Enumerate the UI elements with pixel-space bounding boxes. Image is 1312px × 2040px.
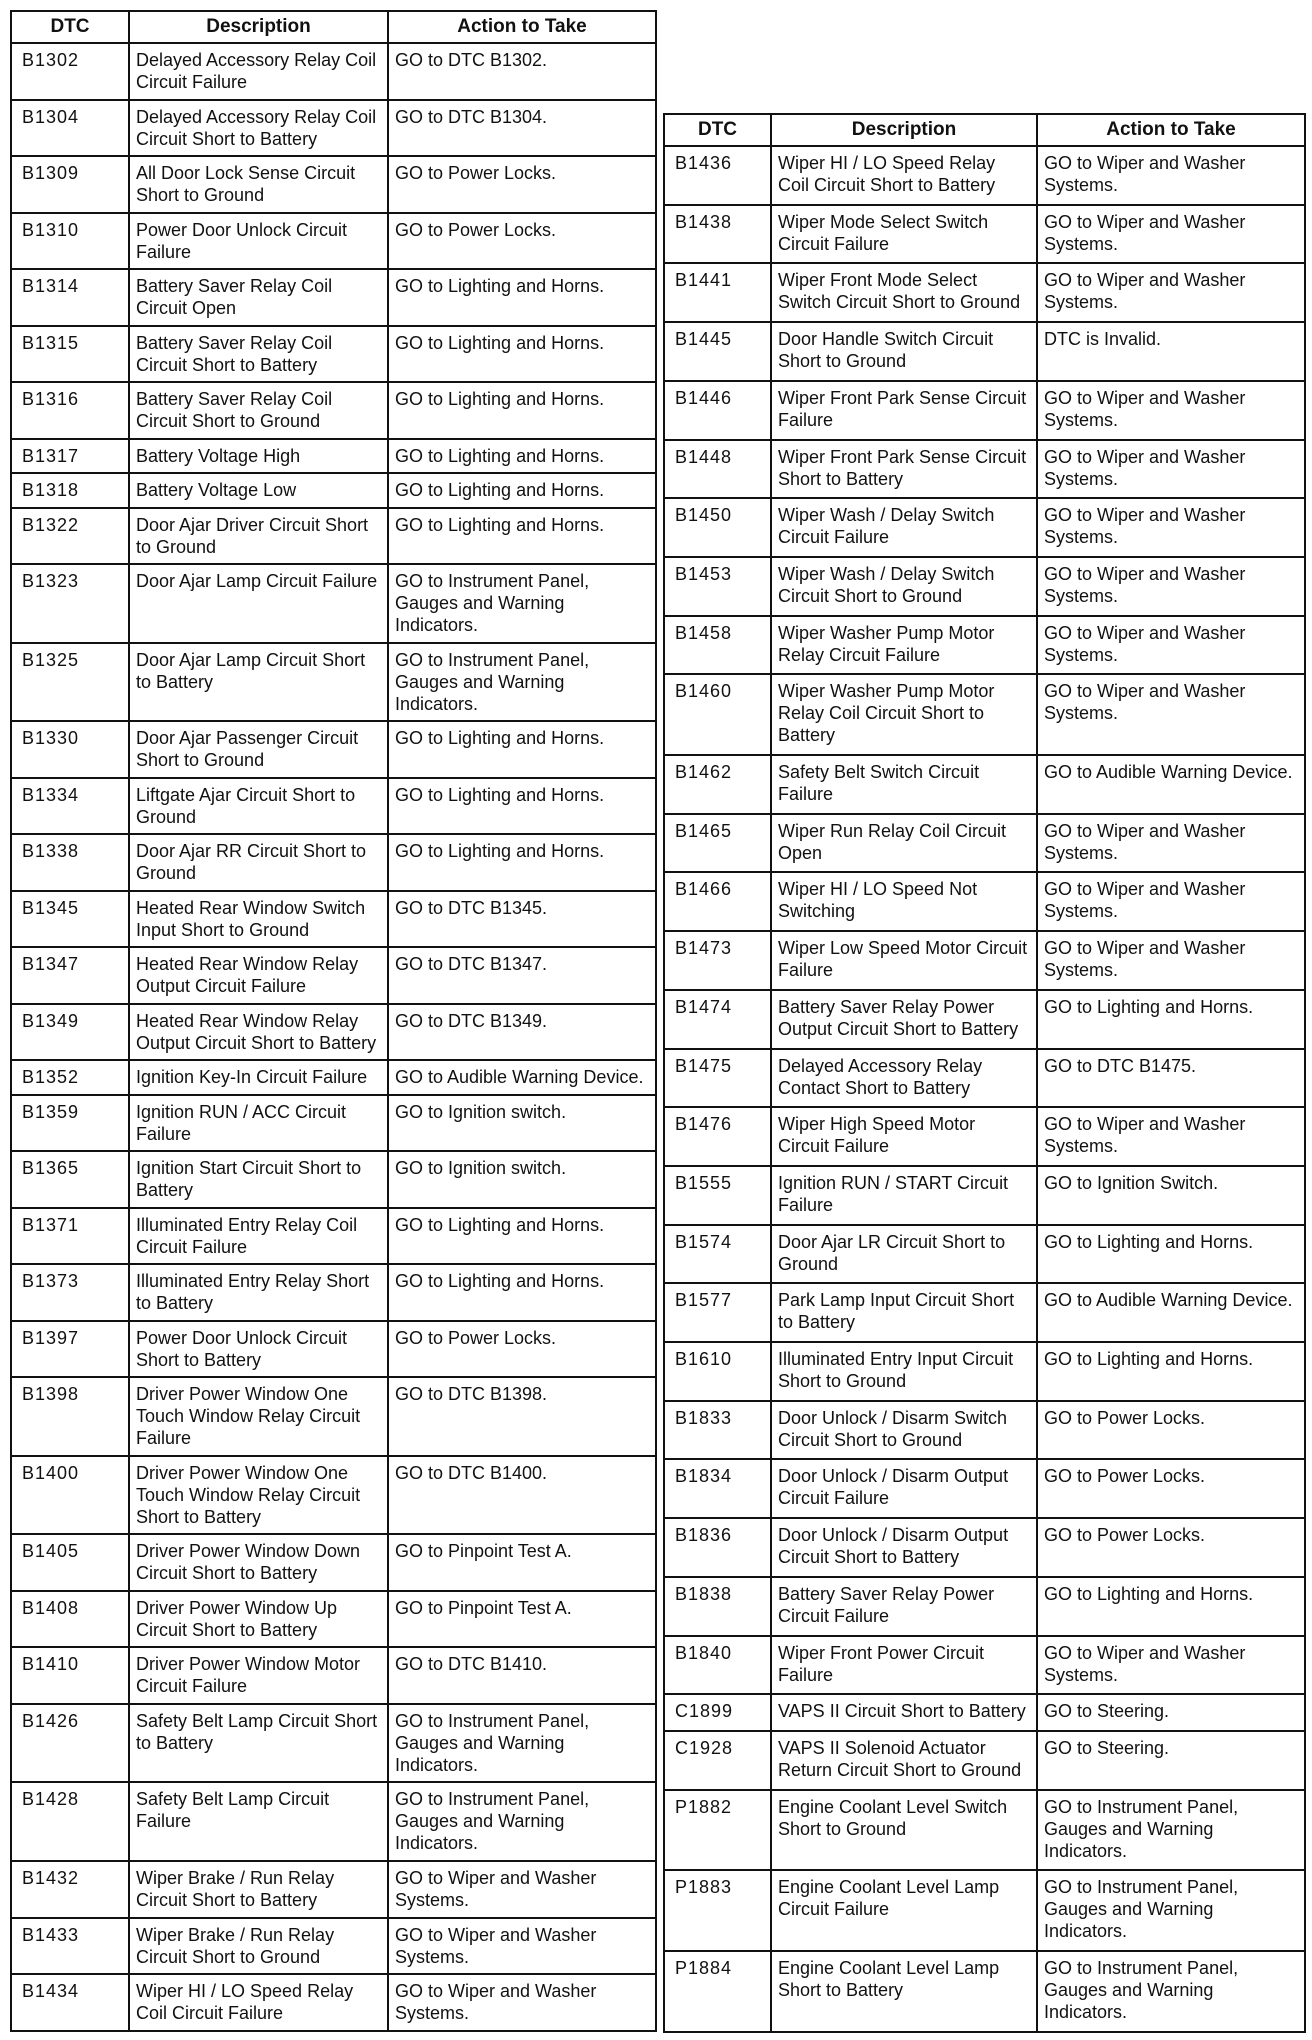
table-row: [664, 146, 1305, 205]
action-cell: GO to Ignition switch.: [388, 1095, 656, 1152]
description-cell: Wiper Washer Pump Motor Relay Circuit Failure: [771, 616, 1037, 675]
action-cell: GO to Lighting and Horns.: [388, 326, 656, 383]
dtc-table-left: [10, 10, 657, 2032]
description-cell: Ignition RUN / ACC Circuit Failure: [129, 1095, 388, 1152]
table-row: [664, 1342, 1305, 1401]
table-row: [11, 1647, 656, 1704]
table-row: [664, 1459, 1305, 1518]
description-cell: Driver Power Window One Touch Window Relay Circuit Short to Battery: [129, 1456, 388, 1535]
table-row: [664, 872, 1305, 931]
dtc-code-cell: B1836: [664, 1518, 771, 1577]
description-cell: Ignition RUN / START Circuit Failure: [771, 1166, 1037, 1225]
dtc-code-cell: B1833: [664, 1401, 771, 1460]
table-row: [11, 1918, 656, 1975]
header-dtc: DTC: [11, 11, 129, 43]
action-cell: GO to Ignition switch.: [388, 1151, 656, 1208]
table-row: [664, 1790, 1305, 1871]
table-row: [11, 564, 656, 643]
table-row: [11, 1004, 656, 1061]
action-cell: GO to Power Locks.: [388, 1321, 656, 1378]
dtc-code-cell: B1453: [664, 557, 771, 616]
table-row: [11, 1208, 656, 1265]
table-row: [664, 498, 1305, 557]
action-cell: GO to DTC B1302.: [388, 43, 656, 100]
action-cell: GO to Instrument Panel, Gauges and Warning Indicators.: [388, 564, 656, 643]
description-cell: Door Ajar Lamp Circuit Short to Battery: [129, 643, 388, 722]
action-cell: GO to Power Locks.: [388, 213, 656, 270]
table-row: [664, 1951, 1305, 2032]
description-cell: Door Ajar Passenger Circuit Short to Ground: [129, 721, 388, 778]
table-row: [664, 1577, 1305, 1636]
action-cell: GO to Lighting and Horns.: [388, 778, 656, 835]
table-row: [664, 814, 1305, 873]
description-cell: Driver Power Window Motor Circuit Failure: [129, 1647, 388, 1704]
action-cell: GO to Wiper and Washer Systems.: [1037, 872, 1305, 931]
description-cell: Engine Coolant Level Lamp Circuit Failure: [771, 1870, 1037, 1951]
action-cell: GO to Instrument Panel, Gauges and Warning Indicators.: [388, 643, 656, 722]
dtc-code-cell: B1432: [11, 1861, 129, 1918]
description-cell: Heated Rear Window Relay Output Circuit Failure: [129, 947, 388, 1004]
dtc-code-cell: B1434: [11, 1974, 129, 2031]
action-cell: GO to Instrument Panel, Gauges and Warning Indicators.: [388, 1704, 656, 1783]
dtc-code-cell: B1574: [664, 1225, 771, 1284]
table-row: [11, 100, 656, 157]
action-cell: GO to DTC B1304.: [388, 100, 656, 157]
description-cell: Illuminated Entry Relay Short to Battery: [129, 1264, 388, 1321]
table-row: [11, 473, 656, 508]
description-cell: Door Ajar RR Circuit Short to Ground: [129, 834, 388, 891]
table-row: [11, 947, 656, 1004]
dtc-code-cell: B1475: [664, 1049, 771, 1108]
action-cell: GO to Wiper and Washer Systems.: [388, 1974, 656, 2031]
header-action: Action to Take: [388, 11, 656, 43]
action-cell: GO to Instrument Panel, Gauges and Warning Indicators.: [388, 1782, 656, 1861]
table-row: [11, 1974, 656, 2031]
dtc-code-cell: B1397: [11, 1321, 129, 1378]
description-cell: All Door Lock Sense Circuit Short to Ground: [129, 156, 388, 213]
description-cell: Door Ajar LR Circuit Short to Ground: [771, 1225, 1037, 1284]
table-row: [11, 1060, 656, 1095]
action-cell: GO to Lighting and Horns.: [1037, 1577, 1305, 1636]
dtc-code-cell: B1349: [11, 1004, 129, 1061]
table-row: [11, 721, 656, 778]
action-cell: GO to Wiper and Washer Systems.: [1037, 381, 1305, 440]
header-description: Description: [129, 11, 388, 43]
dtc-code-cell: B1426: [11, 1704, 129, 1783]
dtc-code-cell: B1438: [664, 205, 771, 264]
description-cell: Battery Saver Relay Power Output Circuit Short to Battery: [771, 990, 1037, 1049]
dtc-code-cell: B1371: [11, 1208, 129, 1265]
table-row: [664, 381, 1305, 440]
dtc-code-cell: C1928: [664, 1731, 771, 1790]
action-cell: GO to Audible Warning Device.: [1037, 755, 1305, 814]
description-cell: Battery Voltage High: [129, 439, 388, 474]
table-row: [664, 1870, 1305, 1951]
description-cell: Safety Belt Switch Circuit Failure: [771, 755, 1037, 814]
action-cell: GO to Lighting and Horns.: [1037, 990, 1305, 1049]
action-cell: GO to Wiper and Washer Systems.: [1037, 557, 1305, 616]
dtc-code-cell: B1373: [11, 1264, 129, 1321]
table-row: [11, 1321, 656, 1378]
dtc-code-cell: B1555: [664, 1166, 771, 1225]
description-cell: Wiper High Speed Motor Circuit Failure: [771, 1107, 1037, 1166]
dtc-code-cell: B1458: [664, 616, 771, 675]
table-row: [11, 439, 656, 474]
table-row: [664, 440, 1305, 499]
dtc-code-cell: B1317: [11, 439, 129, 474]
dtc-code-cell: B1840: [664, 1636, 771, 1695]
description-cell: Wiper Run Relay Coil Circuit Open: [771, 814, 1037, 873]
description-cell: Wiper Front Mode Select Switch Circuit Short to Ground: [771, 263, 1037, 322]
dtc-code-cell: B1610: [664, 1342, 771, 1401]
table-row: [664, 755, 1305, 814]
dtc-code-cell: B1408: [11, 1591, 129, 1648]
dtc-code-cell: B1322: [11, 508, 129, 565]
table-row: [664, 263, 1305, 322]
table-row: [11, 643, 656, 722]
dtc-code-cell: B1304: [11, 100, 129, 157]
table-row: [664, 1731, 1305, 1790]
dtc-code-cell: B1462: [664, 755, 771, 814]
table-row: [664, 1283, 1305, 1342]
description-cell: Ignition Start Circuit Short to Battery: [129, 1151, 388, 1208]
dtc-code-cell: B1315: [11, 326, 129, 383]
table-row: [664, 1401, 1305, 1460]
action-cell: GO to Steering.: [1037, 1694, 1305, 1731]
action-cell: GO to DTC B1410.: [388, 1647, 656, 1704]
action-cell: GO to Ignition Switch.: [1037, 1166, 1305, 1225]
description-cell: Door Unlock / Disarm Output Circuit Failure: [771, 1459, 1037, 1518]
table-row: [11, 1456, 656, 1535]
dtc-code-cell: B1460: [664, 674, 771, 755]
table-row: [11, 1095, 656, 1152]
description-cell: Wiper Brake / Run Relay Circuit Short to Ground: [129, 1918, 388, 1975]
dtc-code-cell: B1359: [11, 1095, 129, 1152]
dtc-code-cell: B1473: [664, 931, 771, 990]
dtc-code-cell: B1323: [11, 564, 129, 643]
action-cell: GO to Pinpoint Test A.: [388, 1591, 656, 1648]
table-row: [664, 616, 1305, 675]
dtc-code-cell: B1318: [11, 473, 129, 508]
dtc-code-cell: B1347: [11, 947, 129, 1004]
action-cell: GO to Power Locks.: [1037, 1459, 1305, 1518]
table-row: [664, 990, 1305, 1049]
dtc-code-cell: C1899: [664, 1694, 771, 1731]
dtc-code-cell: B1310: [11, 213, 129, 270]
header-action: Action to Take: [1037, 114, 1305, 146]
description-cell: Wiper Low Speed Motor Circuit Failure: [771, 931, 1037, 990]
table-row: [11, 382, 656, 439]
description-cell: Engine Coolant Level Lamp Short to Battery: [771, 1951, 1037, 2032]
action-cell: GO to Lighting and Horns.: [1037, 1225, 1305, 1284]
dtc-code-cell: B1465: [664, 814, 771, 873]
table-row: [664, 1049, 1305, 1108]
description-cell: Illuminated Entry Relay Coil Circuit Failure: [129, 1208, 388, 1265]
description-cell: Delayed Accessory Relay Coil Circuit Failure: [129, 43, 388, 100]
action-cell: GO to Wiper and Washer Systems.: [388, 1861, 656, 1918]
dtc-code-cell: P1884: [664, 1951, 771, 2032]
description-cell: Safety Belt Lamp Circuit Failure: [129, 1782, 388, 1861]
description-cell: Door Handle Switch Circuit Short to Ground: [771, 322, 1037, 381]
header-row: [11, 11, 656, 43]
table-row: [11, 891, 656, 948]
table-row: [664, 1225, 1305, 1284]
dtc-code-cell: B1436: [664, 146, 771, 205]
action-cell: GO to Lighting and Horns.: [388, 382, 656, 439]
table-row: [664, 557, 1305, 616]
table-row: [11, 1782, 656, 1861]
table-row: [664, 1107, 1305, 1166]
table-row: [664, 674, 1305, 755]
description-cell: VAPS II Circuit Short to Battery: [771, 1694, 1037, 1731]
table-row: [11, 269, 656, 326]
dtc-code-cell: B1345: [11, 891, 129, 948]
description-cell: Heated Rear Window Relay Output Circuit Short to Battery: [129, 1004, 388, 1061]
dtc-code-cell: B1365: [11, 1151, 129, 1208]
action-cell: GO to Lighting and Horns.: [388, 721, 656, 778]
dtc-code-cell: B1834: [664, 1459, 771, 1518]
description-cell: Delayed Accessory Relay Coil Circuit Short to Battery: [129, 100, 388, 157]
action-cell: GO to Wiper and Washer Systems.: [1037, 205, 1305, 264]
left-table-body: [11, 43, 656, 2031]
header-row: [664, 114, 1305, 146]
description-cell: Park Lamp Input Circuit Short to Battery: [771, 1283, 1037, 1342]
description-cell: Driver Power Window One Touch Window Relay Circuit Failure: [129, 1377, 388, 1456]
dtc-code-cell: B1400: [11, 1456, 129, 1535]
dtc-code-cell: B1398: [11, 1377, 129, 1456]
action-cell: GO to Lighting and Horns.: [388, 1208, 656, 1265]
action-cell: GO to Audible Warning Device.: [1037, 1283, 1305, 1342]
table-row: [11, 1151, 656, 1208]
description-cell: Battery Saver Relay Coil Circuit Short to Battery: [129, 326, 388, 383]
dtc-code-cell: B1410: [11, 1647, 129, 1704]
dtc-code-cell: B1352: [11, 1060, 129, 1095]
dtc-code-cell: B1445: [664, 322, 771, 381]
dtc-code-cell: B1338: [11, 834, 129, 891]
dtc-table-right: [663, 113, 1306, 2033]
action-cell: GO to Audible Warning Device.: [388, 1060, 656, 1095]
action-cell: GO to Lighting and Horns.: [388, 834, 656, 891]
table-row: [11, 778, 656, 835]
table-row: [664, 1518, 1305, 1577]
dtc-code-cell: B1577: [664, 1283, 771, 1342]
action-cell: GO to Instrument Panel, Gauges and Warning Indicators.: [1037, 1870, 1305, 1951]
description-cell: Wiper Front Park Sense Circuit Short to Battery: [771, 440, 1037, 499]
description-cell: Battery Saver Relay Coil Circuit Short to Ground: [129, 382, 388, 439]
description-cell: Wiper Brake / Run Relay Circuit Short to Battery: [129, 1861, 388, 1918]
table-row: [11, 213, 656, 270]
table-row: [11, 1534, 656, 1591]
dtc-code-cell: B1325: [11, 643, 129, 722]
dtc-code-cell: B1330: [11, 721, 129, 778]
table-row: [664, 322, 1305, 381]
action-cell: GO to Lighting and Horns.: [388, 439, 656, 474]
description-cell: VAPS II Solenoid Actuator Return Circuit Short to Ground: [771, 1731, 1037, 1790]
table-row: [11, 43, 656, 100]
action-cell: GO to Wiper and Washer Systems.: [388, 1918, 656, 1975]
action-cell: GO to Instrument Panel, Gauges and Warning Indicators.: [1037, 1790, 1305, 1871]
action-cell: GO to Lighting and Horns.: [388, 1264, 656, 1321]
description-cell: Battery Voltage Low: [129, 473, 388, 508]
action-cell: GO to Wiper and Washer Systems.: [1037, 814, 1305, 873]
action-cell: GO to Wiper and Washer Systems.: [1037, 931, 1305, 990]
action-cell: GO to Wiper and Washer Systems.: [1037, 498, 1305, 557]
description-cell: Safety Belt Lamp Circuit Short to Battery: [129, 1704, 388, 1783]
description-cell: Wiper HI / LO Speed Relay Coil Circuit Short to Battery: [771, 146, 1037, 205]
description-cell: Wiper HI / LO Speed Relay Coil Circuit Failure: [129, 1974, 388, 2031]
action-cell: GO to DTC B1400.: [388, 1456, 656, 1535]
description-cell: Delayed Accessory Relay Contact Short to Battery: [771, 1049, 1037, 1108]
description-cell: Driver Power Window Down Circuit Short to Battery: [129, 1534, 388, 1591]
dtc-code-cell: B1450: [664, 498, 771, 557]
table-row: [11, 1861, 656, 1918]
action-cell: GO to DTC B1347.: [388, 947, 656, 1004]
description-cell: Driver Power Window Up Circuit Short to Battery: [129, 1591, 388, 1648]
description-cell: Battery Saver Relay Power Circuit Failure: [771, 1577, 1037, 1636]
table-row: [664, 1166, 1305, 1225]
dtc-code-cell: B1405: [11, 1534, 129, 1591]
dtc-code-cell: P1882: [664, 1790, 771, 1871]
dtc-code-cell: B1302: [11, 43, 129, 100]
dtc-code-cell: B1441: [664, 263, 771, 322]
table-row: [664, 931, 1305, 990]
action-cell: GO to Power Locks.: [1037, 1518, 1305, 1577]
action-cell: GO to Lighting and Horns.: [388, 508, 656, 565]
table-row: [11, 834, 656, 891]
table-row: [664, 1694, 1305, 1731]
description-cell: Battery Saver Relay Coil Circuit Open: [129, 269, 388, 326]
dtc-code-cell: B1334: [11, 778, 129, 835]
description-cell: Power Door Unlock Circuit Failure: [129, 213, 388, 270]
action-cell: GO to Wiper and Washer Systems.: [1037, 674, 1305, 755]
table-row: [11, 156, 656, 213]
description-cell: Wiper HI / LO Speed Not Switching: [771, 872, 1037, 931]
table-row: [11, 1591, 656, 1648]
dtc-code-cell: B1446: [664, 381, 771, 440]
dtc-code-cell: B1476: [664, 1107, 771, 1166]
action-cell: GO to DTC B1345.: [388, 891, 656, 948]
right-table-body: [664, 146, 1305, 2032]
action-cell: GO to Wiper and Washer Systems.: [1037, 1636, 1305, 1695]
dtc-code-cell: B1428: [11, 1782, 129, 1861]
description-cell: Wiper Front Park Sense Circuit Failure: [771, 381, 1037, 440]
dtc-code-cell: B1466: [664, 872, 771, 931]
action-cell: GO to Wiper and Washer Systems.: [1037, 1107, 1305, 1166]
table-row: [11, 1264, 656, 1321]
table-row: [664, 205, 1305, 264]
action-cell: GO to Lighting and Horns.: [1037, 1342, 1305, 1401]
table-row: [11, 326, 656, 383]
header-description: Description: [771, 114, 1037, 146]
description-cell: Wiper Mode Select Switch Circuit Failure: [771, 205, 1037, 264]
action-cell: GO to Wiper and Washer Systems.: [1037, 263, 1305, 322]
dtc-code-cell: P1883: [664, 1870, 771, 1951]
description-cell: Door Ajar Lamp Circuit Failure: [129, 564, 388, 643]
description-cell: Wiper Front Power Circuit Failure: [771, 1636, 1037, 1695]
action-cell: GO to Power Locks.: [388, 156, 656, 213]
description-cell: Liftgate Ajar Circuit Short to Ground: [129, 778, 388, 835]
dtc-code-cell: B1309: [11, 156, 129, 213]
description-cell: Engine Coolant Level Switch Short to Ground: [771, 1790, 1037, 1871]
dtc-code-cell: B1838: [664, 1577, 771, 1636]
description-cell: Wiper Wash / Delay Switch Circuit Failure: [771, 498, 1037, 557]
description-cell: Door Ajar Driver Circuit Short to Ground: [129, 508, 388, 565]
action-cell: GO to Pinpoint Test A.: [388, 1534, 656, 1591]
dtc-code-cell: B1448: [664, 440, 771, 499]
header-dtc: DTC: [664, 114, 771, 146]
dtc-code-cell: B1474: [664, 990, 771, 1049]
table-row: [11, 1377, 656, 1456]
action-cell: DTC is Invalid.: [1037, 322, 1305, 381]
table-row: [664, 1636, 1305, 1695]
description-cell: Illuminated Entry Input Circuit Short to Ground: [771, 1342, 1037, 1401]
action-cell: GO to DTC B1475.: [1037, 1049, 1305, 1108]
dtc-code-cell: B1433: [11, 1918, 129, 1975]
description-cell: Door Unlock / Disarm Output Circuit Short to Battery: [771, 1518, 1037, 1577]
action-cell: GO to Power Locks.: [1037, 1401, 1305, 1460]
description-cell: Wiper Wash / Delay Switch Circuit Short to Ground: [771, 557, 1037, 616]
description-cell: Door Unlock / Disarm Switch Circuit Short to Ground: [771, 1401, 1037, 1460]
action-cell: GO to DTC B1349.: [388, 1004, 656, 1061]
description-cell: Power Door Unlock Circuit Short to Battery: [129, 1321, 388, 1378]
action-cell: GO to Steering.: [1037, 1731, 1305, 1790]
dtc-code-cell: B1314: [11, 269, 129, 326]
table-row: [11, 508, 656, 565]
description-cell: Wiper Washer Pump Motor Relay Coil Circuit Short to Battery: [771, 674, 1037, 755]
description-cell: Heated Rear Window Switch Input Short to Ground: [129, 891, 388, 948]
action-cell: GO to Lighting and Horns.: [388, 473, 656, 508]
action-cell: GO to Wiper and Washer Systems.: [1037, 146, 1305, 205]
description-cell: Ignition Key-In Circuit Failure: [129, 1060, 388, 1095]
table-row: [11, 1704, 656, 1783]
action-cell: GO to Wiper and Washer Systems.: [1037, 616, 1305, 675]
action-cell: GO to DTC B1398.: [388, 1377, 656, 1456]
dtc-code-cell: B1316: [11, 382, 129, 439]
action-cell: GO to Lighting and Horns.: [388, 269, 656, 326]
action-cell: GO to Wiper and Washer Systems.: [1037, 440, 1305, 499]
action-cell: GO to Instrument Panel, Gauges and Warning Indicators.: [1037, 1951, 1305, 2032]
